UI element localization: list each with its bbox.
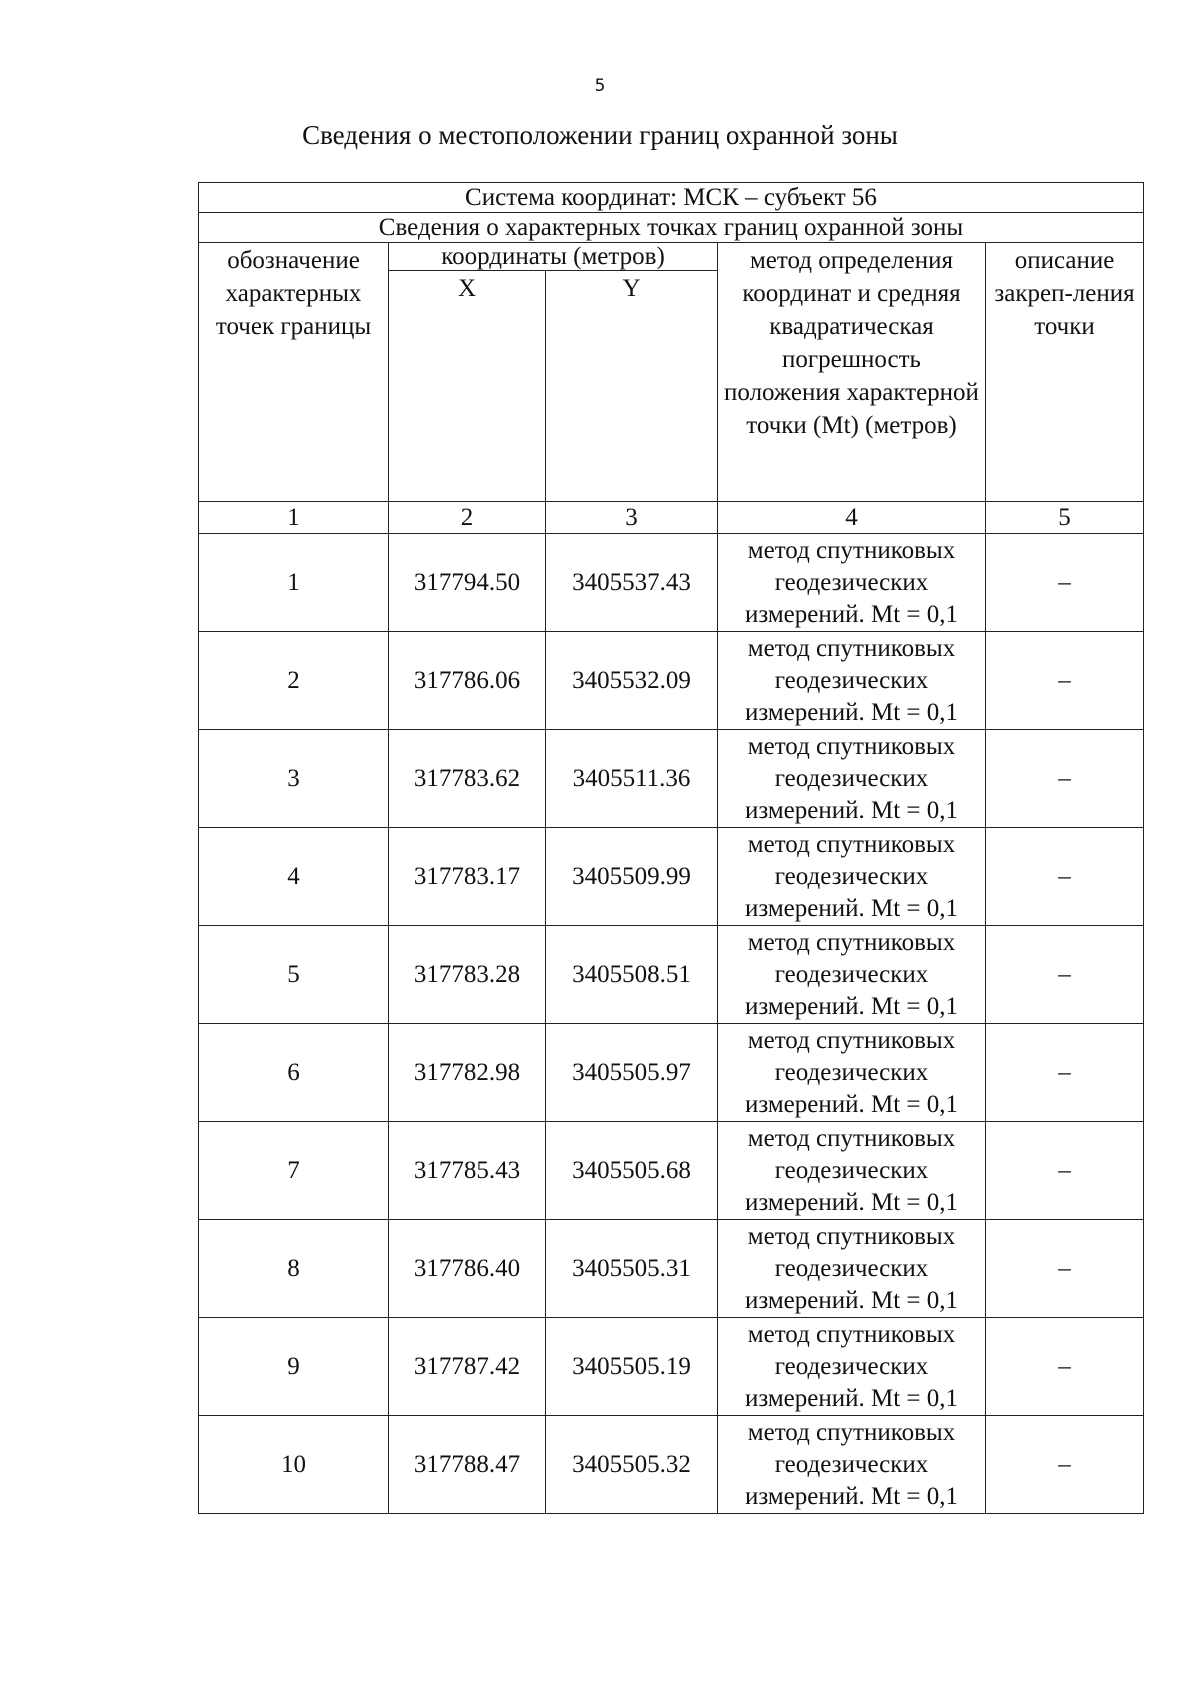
method-cell (718, 828, 986, 926)
method-cell (718, 632, 986, 730)
method-line: метод спутниковых (747, 1320, 956, 1348)
point-number-cell: 5 (199, 926, 389, 1024)
method-cell (718, 926, 986, 1024)
header-method: метод определения координат и средняя квадратическая погрешность положения характерной точки (Mt) (метров) (718, 243, 986, 502)
table-row (199, 1318, 1144, 1416)
description-cell: – (986, 1318, 1144, 1416)
method-line: геодезических (774, 1352, 929, 1380)
method-cell (718, 1024, 986, 1122)
page-number: 5 (594, 76, 606, 96)
method-line: геодезических (774, 568, 929, 596)
column-number: 1 (199, 502, 389, 534)
point-number-cell: 6 (199, 1024, 389, 1122)
method-line: измерений. Mt = 0,1 (744, 1482, 959, 1510)
y-coordinate-cell: 3405505.97 (546, 1024, 718, 1122)
header-designation: обозначение характерных точек границы (199, 243, 389, 502)
method-line: измерений. Mt = 0,1 (744, 1286, 959, 1314)
method-cell (718, 1318, 986, 1416)
coordinate-system-cell: Система координат: МСК – субъект 56 (199, 183, 1144, 213)
description-cell: – (986, 926, 1144, 1024)
method-line: метод спутниковых (747, 830, 956, 858)
x-coordinate-cell: 317786.40 (389, 1220, 546, 1318)
description-cell: – (986, 1220, 1144, 1318)
boundary-points-table (198, 182, 1144, 1514)
method-line: геодезических (774, 1058, 929, 1086)
column-number: 3 (546, 502, 718, 534)
method-line: метод спутниковых (747, 928, 956, 956)
description-cell: – (986, 632, 1144, 730)
point-number-cell: 7 (199, 1122, 389, 1220)
points-info-row (199, 213, 1144, 243)
points-info-cell: Сведения о характерных точках границ охранной зоны (199, 213, 1144, 243)
table-row (199, 1416, 1144, 1514)
method-line: геодезических (774, 1254, 929, 1282)
method-line: измерений. Mt = 0,1 (744, 1090, 959, 1118)
x-coordinate-cell: 317783.28 (389, 926, 546, 1024)
method-line: геодезических (774, 1450, 929, 1478)
point-number-cell: 3 (199, 730, 389, 828)
column-number: 2 (389, 502, 546, 534)
y-coordinate-cell: 3405505.31 (546, 1220, 718, 1318)
method-line: метод спутниковых (747, 732, 956, 760)
point-number-cell: 8 (199, 1220, 389, 1318)
method-line: геодезических (774, 666, 929, 694)
y-coordinate-cell: 3405532.09 (546, 632, 718, 730)
method-line: геодезических (774, 862, 929, 890)
table-row (199, 534, 1144, 632)
x-coordinate-cell: 317783.17 (389, 828, 546, 926)
y-coordinate-cell: 3405509.99 (546, 828, 718, 926)
x-coordinate-cell: 317782.98 (389, 1024, 546, 1122)
method-line: метод спутниковых (747, 1222, 956, 1250)
method-line: измерений. Mt = 0,1 (744, 894, 959, 922)
table-row (199, 926, 1144, 1024)
method-line: измерений. Mt = 0,1 (744, 698, 959, 726)
description-cell: – (986, 534, 1144, 632)
description-cell: – (986, 730, 1144, 828)
page-title: Сведения о местоположении границ охранной зоны (302, 120, 898, 150)
point-number-cell: 2 (199, 632, 389, 730)
method-line: метод спутниковых (747, 1026, 956, 1054)
point-number-cell: 4 (199, 828, 389, 926)
column-number-row (199, 502, 1144, 534)
column-header-row (199, 243, 1144, 271)
column-number: 4 (718, 502, 986, 534)
method-cell (718, 1220, 986, 1318)
header-x: X (389, 271, 546, 502)
x-coordinate-cell: 317788.47 (389, 1416, 546, 1514)
method-line: измерений. Mt = 0,1 (744, 796, 959, 824)
method-line: измерений. Mt = 0,1 (744, 992, 959, 1020)
table-row (199, 1220, 1144, 1318)
y-coordinate-cell: 3405505.68 (546, 1122, 718, 1220)
method-line: геодезических (774, 960, 929, 988)
method-cell (718, 1122, 986, 1220)
table-row (199, 1024, 1144, 1122)
point-number-cell: 10 (199, 1416, 389, 1514)
x-coordinate-cell: 317785.43 (389, 1122, 546, 1220)
method-line: геодезических (774, 1156, 929, 1184)
method-line: метод спутниковых (747, 1124, 956, 1152)
description-cell: – (986, 1416, 1144, 1514)
method-cell (718, 534, 986, 632)
y-coordinate-cell: 3405511.36 (546, 730, 718, 828)
description-cell: – (986, 828, 1144, 926)
method-line: геодезических (774, 764, 929, 792)
method-line: измерений. Mt = 0,1 (744, 1384, 959, 1412)
column-number: 5 (986, 502, 1144, 534)
x-coordinate-cell: 317783.62 (389, 730, 546, 828)
method-line: метод спутниковых (747, 634, 956, 662)
table-row (199, 730, 1144, 828)
x-coordinate-cell: 317794.50 (389, 534, 546, 632)
y-coordinate-cell: 3405505.19 (546, 1318, 718, 1416)
method-line: метод спутниковых (747, 1418, 956, 1446)
method-line: измерений. Mt = 0,1 (744, 600, 959, 628)
header-description: описание закреп-ления точки (986, 243, 1144, 502)
method-cell (718, 730, 986, 828)
header-coordinates: координаты (метров) (389, 243, 718, 271)
method-line: метод спутниковых (747, 536, 956, 564)
method-cell (718, 1416, 986, 1514)
y-coordinate-cell: 3405505.32 (546, 1416, 718, 1514)
y-coordinate-cell: 3405508.51 (546, 926, 718, 1024)
x-coordinate-cell: 317786.06 (389, 632, 546, 730)
description-cell: – (986, 1122, 1144, 1220)
point-number-cell: 9 (199, 1318, 389, 1416)
header-y: Y (546, 271, 718, 502)
table-row (199, 828, 1144, 926)
y-coordinate-cell: 3405537.43 (546, 534, 718, 632)
point-number-cell: 1 (199, 534, 389, 632)
coordinate-system-row (199, 183, 1144, 213)
table-row (199, 632, 1144, 730)
table-row (199, 1122, 1144, 1220)
description-cell: – (986, 1024, 1144, 1122)
method-line: измерений. Mt = 0,1 (744, 1188, 959, 1216)
x-coordinate-cell: 317787.42 (389, 1318, 546, 1416)
